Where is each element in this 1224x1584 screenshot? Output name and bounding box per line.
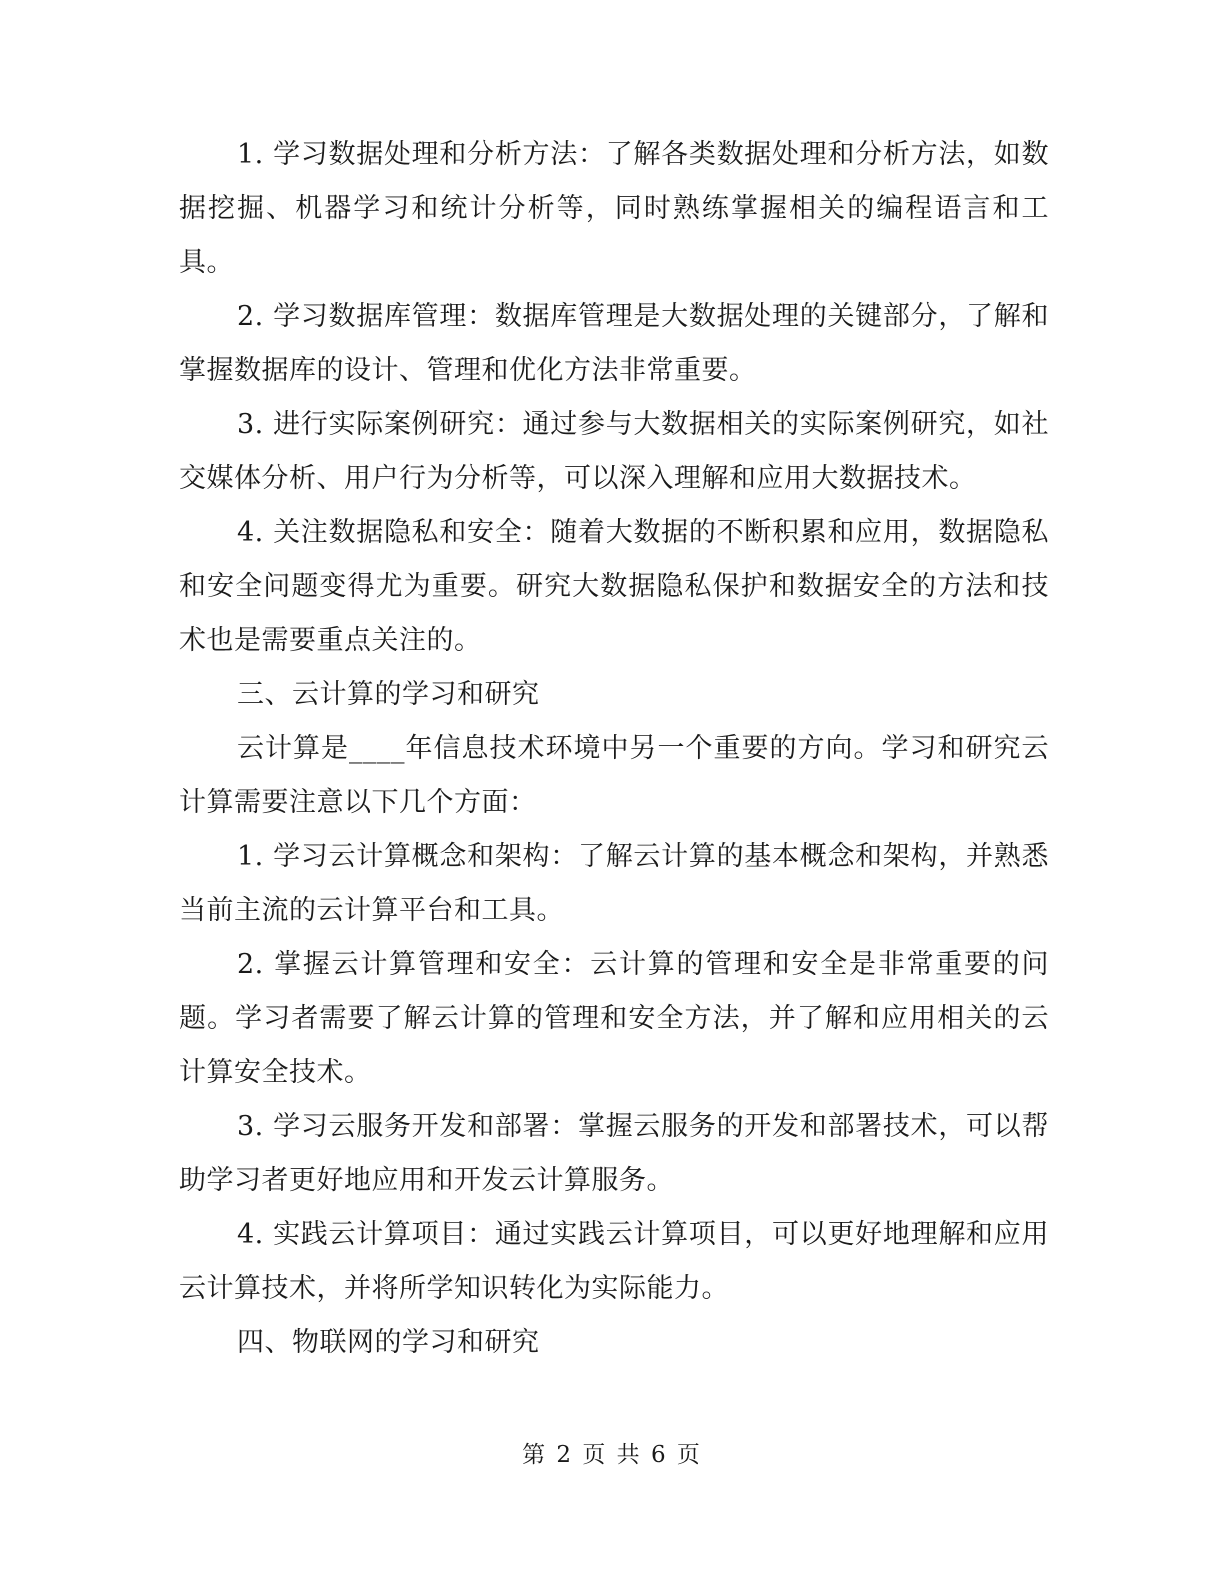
paragraph-cloud-projects: 4. 实践云计算项目：通过实践云计算项目，可以更好地理解和应用云计算技术，并将所学知识转化为实际能力。 [179, 1219, 1049, 1304]
paragraph-database-management: 2. 学习数据库管理：数据库管理是大数据处理的关键部分，了解和掌握数据库的设计、管理和优化方法非常重要。 [179, 301, 1049, 386]
paragraph-cloud-concepts: 1. 学习云计算概念和架构：了解云计算的基本概念和架构，并熟悉当前主流的云计算平台和工具。 [179, 841, 1049, 926]
paragraph-cloud-management: 2. 掌握云计算管理和安全：云计算的管理和安全是非常重要的问题。学习者需要了解云计算的管理和安全方法，并了解和应用相关的云计算安全技术。 [179, 949, 1049, 1088]
paragraph-data-processing: 1. 学习数据处理和分析方法：了解各类数据处理和分析方法，如数据挖掘、机器学习和统计分析等，同时熟练掌握相关的编程语言和工具。 [179, 139, 1049, 278]
section-heading-cloud-computing: 三、云计算的学习和研究 [237, 679, 540, 710]
section-heading-iot: 四、物联网的学习和研究 [237, 1327, 540, 1358]
page-number-footer: 第 2 页 共 6 页 [522, 1442, 702, 1468]
paragraph-cloud-intro: 云计算是____年信息技术环境中另一个重要的方向。学习和研究云计算需要注意以下几个方面： [179, 733, 1049, 818]
page-body [179, 128, 1049, 1370]
paragraph-cloud-services: 3. 学习云服务开发和部署：掌握云服务的开发和部署技术，可以帮助学习者更好地应用和开发云计算服务。 [179, 1111, 1049, 1196]
paragraph-case-study: 3. 进行实际案例研究：通过参与大数据相关的实际案例研究，如社交媒体分析、用户行为分析等，可以深入理解和应用大数据技术。 [179, 409, 1049, 494]
paragraph-privacy-security: 4. 关注数据隐私和安全：随着大数据的不断积累和应用，数据隐私和安全问题变得尤为重要。研究大数据隐私保护和数据安全的方法和技术也是需要重点关注的。 [179, 517, 1049, 656]
